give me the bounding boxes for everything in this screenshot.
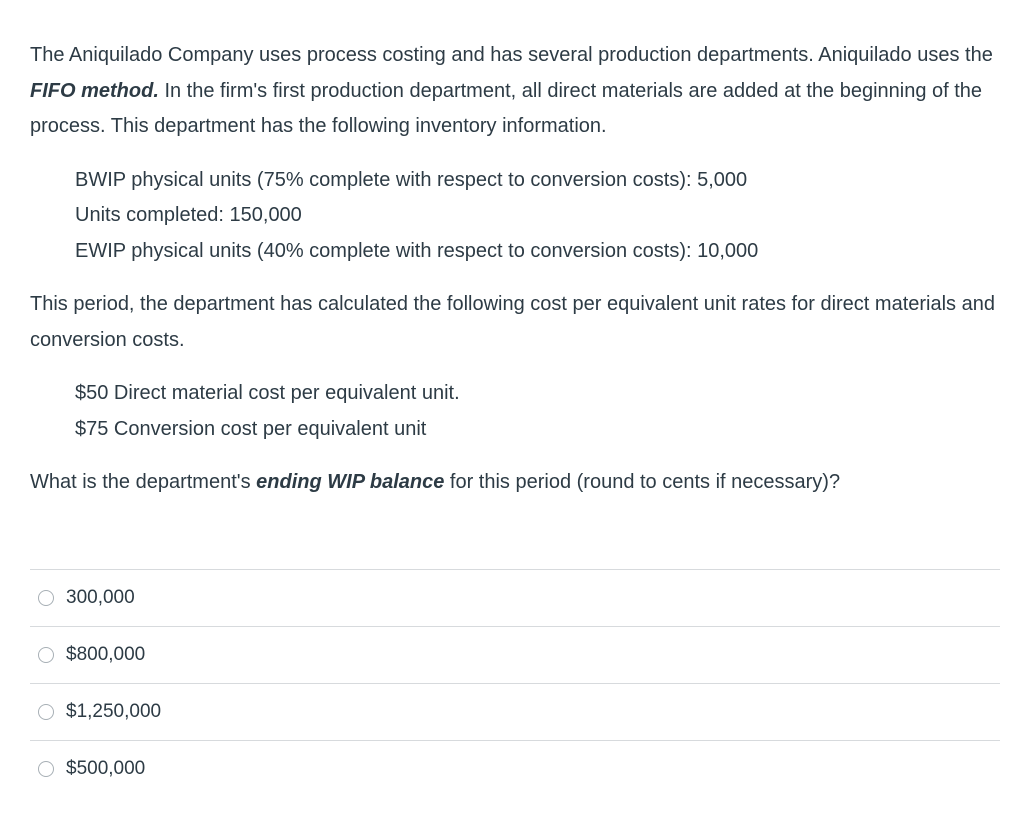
intro-text-1: The Aniquilado Company uses process costing and has several production departments. Aniquilado uses the — [30, 44, 993, 66]
inventory-bwip: BWIP physical units (75% complete with respect to conversion costs): 5,000 — [75, 168, 748, 191]
inventory-units-completed: Units completed: 150,000 — [75, 204, 302, 226]
answer-option[interactable] — [30, 569, 1000, 626]
rates-intro: This period, the department has calculated the following cost per equivalent unit rates for direct materials and conversion costs. — [30, 293, 995, 351]
question-prompt — [30, 465, 1000, 501]
answer-option[interactable] — [30, 740, 1000, 797]
answer-option[interactable] — [30, 683, 1000, 740]
inventory-ewip: EWIP physical units (40% complete with respect to conversion costs): 10,000 — [75, 239, 759, 262]
radio-button[interactable] — [38, 761, 54, 777]
answer-option[interactable] — [30, 626, 1000, 683]
answer-label: $800,000 — [66, 644, 146, 665]
prompt-emphasis: ending WIP balance — [256, 471, 445, 493]
radio-button[interactable] — [38, 590, 54, 606]
answer-label: 300,000 — [66, 587, 135, 608]
answer-label: $1,250,000 — [66, 701, 162, 722]
rates-info — [75, 376, 1000, 447]
answer-list — [30, 569, 1000, 797]
question-body — [30, 38, 1000, 501]
answer-label: $500,000 — [66, 758, 146, 779]
intro-emphasis-fifo: FIFO method. — [30, 79, 159, 102]
prompt-text-2: for this period (round to cents if necessary)? — [444, 471, 841, 493]
intro-text-2: In the firm's first production department, all direct materials are added at the beginning of the process. This department has the following inventory information. — [30, 79, 983, 137]
rate-conversion: $75 Conversion cost per equivalent unit — [75, 417, 427, 440]
radio-button[interactable] — [38, 647, 54, 663]
radio-button[interactable] — [38, 704, 54, 720]
question-intro — [30, 38, 1000, 145]
rate-direct-material: $50 Direct material cost per equivalent unit. — [75, 382, 460, 404]
prompt-text-1: What is the department's — [30, 471, 257, 493]
inventory-info — [75, 163, 1000, 270]
